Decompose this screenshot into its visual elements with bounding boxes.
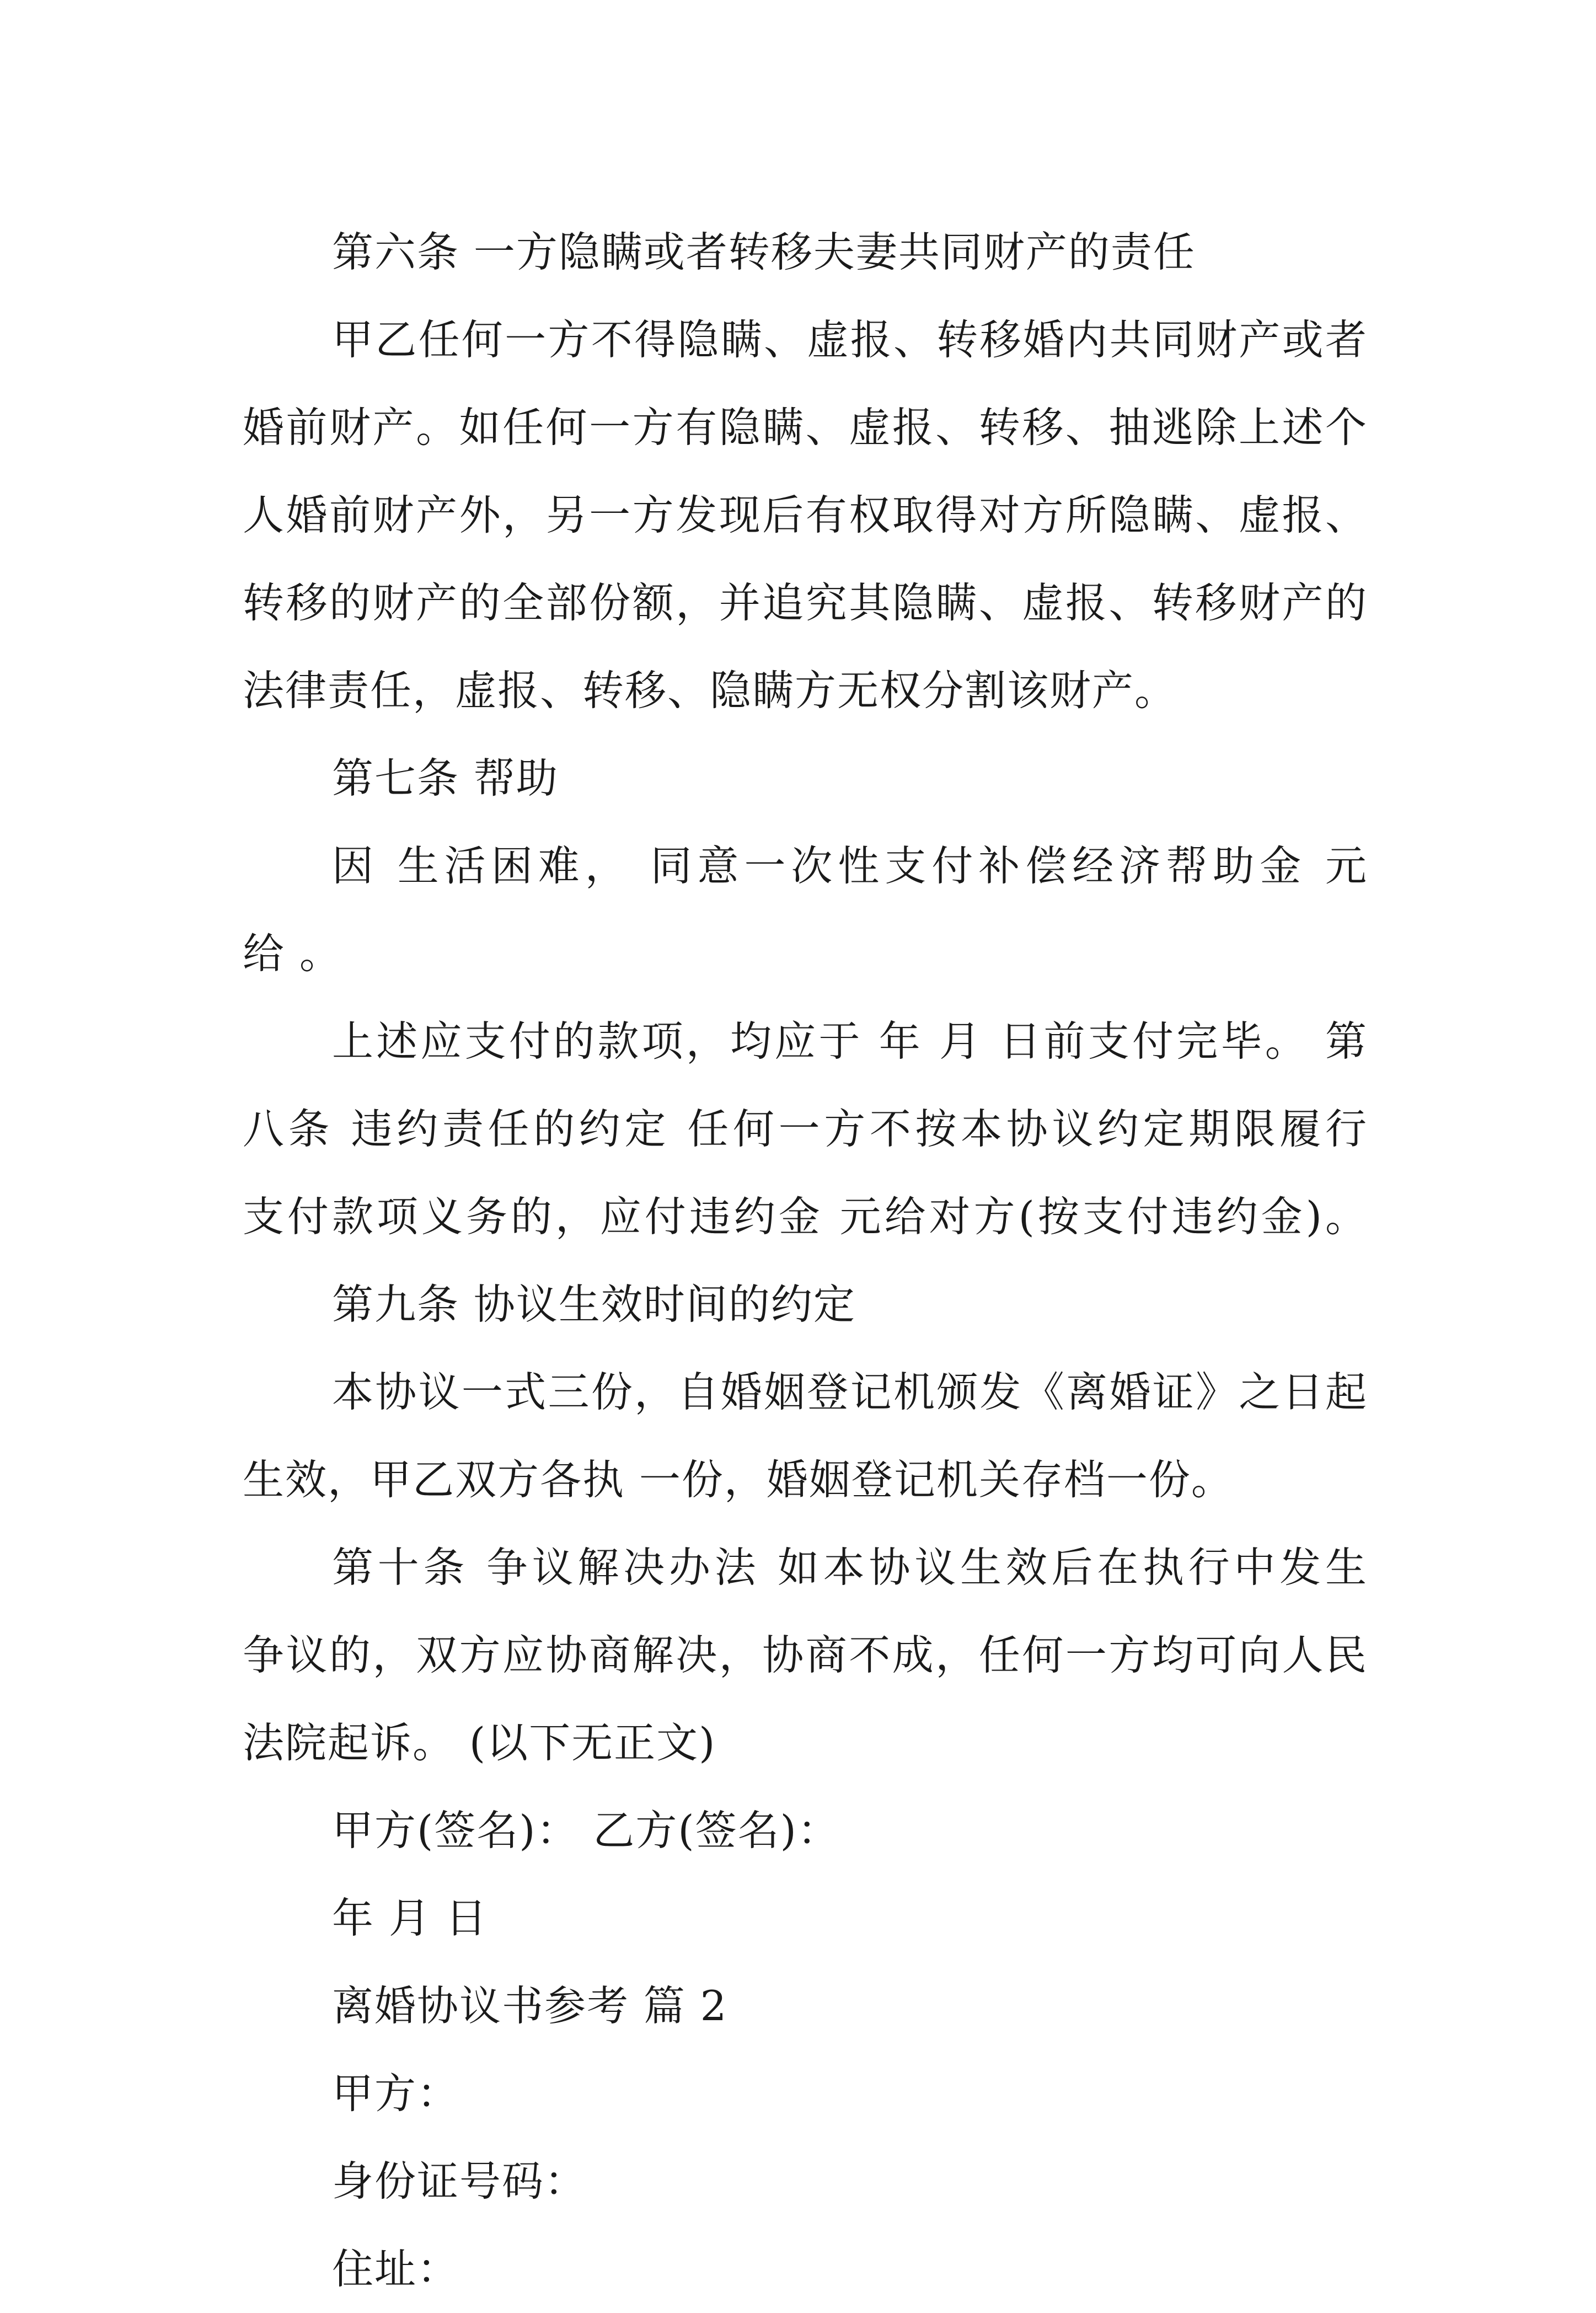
text-line: 第七条 帮助 bbox=[332, 754, 559, 802]
text-line: 第六条 一方隐瞒或者转移夫妻共同财产的责任 bbox=[332, 228, 1196, 276]
text-line: 甲方(签名)： 乙方(签名)： bbox=[332, 1806, 840, 1855]
text-line: 年 月 日 bbox=[332, 1894, 488, 1942]
text-line: 给 。 bbox=[243, 929, 342, 978]
text-line: 人婚前财产外，另一方发现后有权取得对方所隐瞒、虚报、 bbox=[243, 491, 1368, 539]
text-line: 争议的，双方应协商解决，协商不成，任何一方均可向人民 bbox=[243, 1631, 1368, 1679]
document-body bbox=[243, 208, 1368, 2313]
text-line: 甲乙任何一方不得隐瞒、虚报、转移婚内共同财产或者 bbox=[332, 315, 1368, 364]
text-line: 婚前财产。如任何一方有隐瞒、虚报、转移、抽逃除上述个 bbox=[243, 403, 1368, 452]
text-line: 因 生活困难， 同意一次性支付补偿经济帮助金 元 bbox=[332, 842, 1368, 890]
text-line: 第十条 争议解决办法 如本协议生效后在执行中发生 bbox=[332, 1543, 1368, 1592]
text-line: 转移的财产的全部份额，并追究其隐瞒、虚报、转移财产的 bbox=[243, 579, 1368, 627]
text-line: 身份证号码： bbox=[332, 2157, 587, 2205]
text-line: 离婚协议书参考 篇 2 bbox=[332, 1982, 728, 2030]
text-line: 支付款项义务的，应付违约金 元给对方(按支付违约金)。 bbox=[243, 1192, 1368, 1241]
text-line: 法院起诉。 (以下无正文) bbox=[243, 1718, 716, 1767]
text-line: 上述应支付的款项，均应于 年 月 日前支付完毕。 第 bbox=[332, 1017, 1368, 1066]
text-line: 生效，甲乙双方各执 一份，婚姻登记机关存档一份。 bbox=[243, 1455, 1234, 1504]
text-line: 八条 违约责任的约定 任何一方不按本协议约定期限履行 bbox=[243, 1105, 1368, 1153]
text-line: 住址： bbox=[332, 2245, 460, 2293]
text-line: 法律责任，虚报、转移、隐瞒方无权分割该财产。 bbox=[243, 666, 1177, 715]
text-line: 第九条 协议生效时间的约定 bbox=[332, 1280, 856, 1329]
text-line: 本协议一式三份，自婚姻登记机颁发《离婚证》之日起 bbox=[332, 1368, 1368, 1416]
text-line: 甲方： bbox=[332, 2069, 460, 2118]
